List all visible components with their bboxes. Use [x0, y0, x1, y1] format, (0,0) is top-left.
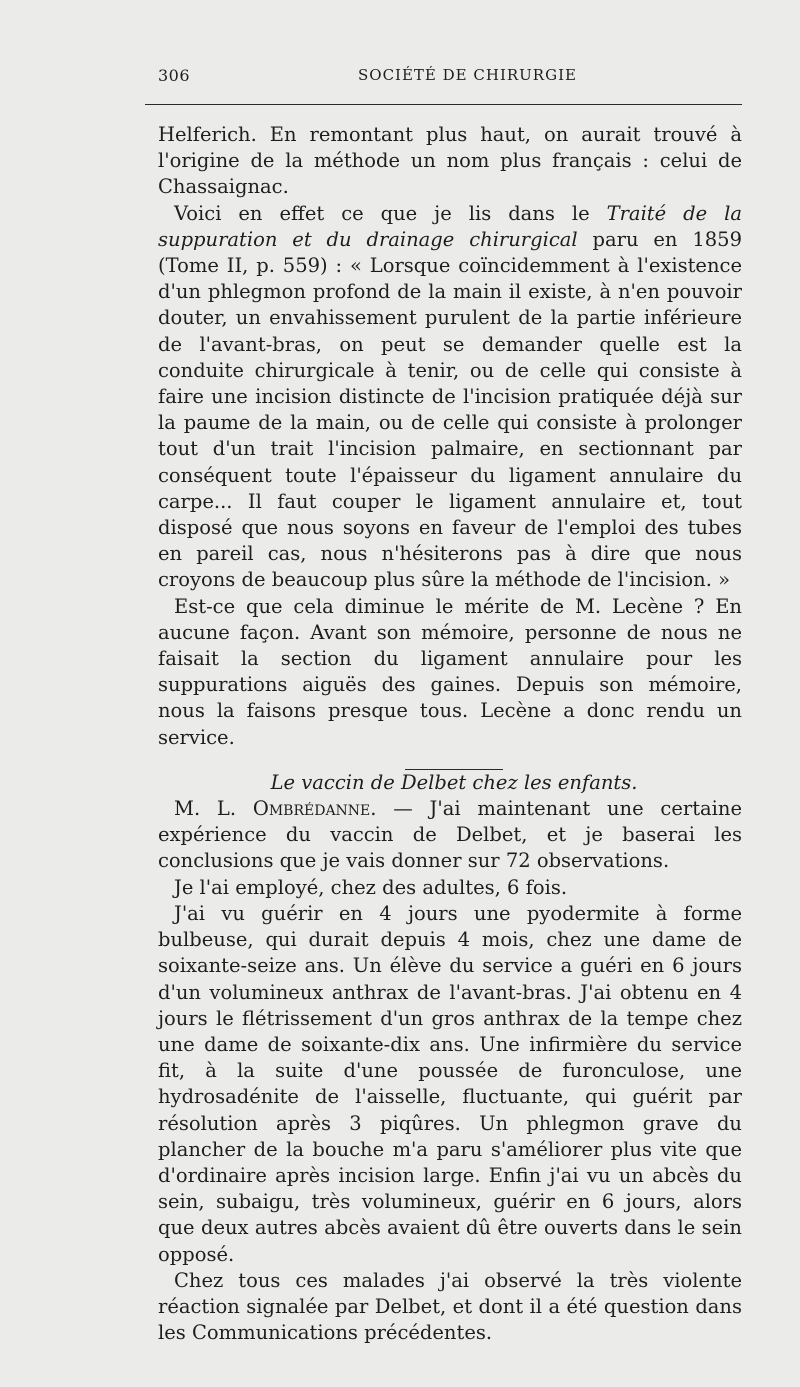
- paragraph-2-rest: paru en 1859 (Tome II, p. 559) : « Lorsque coïncidemment à l'existence d'un phlegmon profond de la main il existe, à n'en pouvoir douter, un envahissement purulent de la partie inférieure de l'avant-bras, on peut se demander quelle est la conduite chirurgicale à tenir, ou de celle qui consiste à faire une incision distincte de l'incision pratiquée déjà sur la paume de la main, ou de celle qui consiste à prolonger tout d'un trait l'incision palmaire, en sectionnant par conséquent toute l'épaisseur du ligament annulaire du carpe... Il faut couper le ligament annulaire et, tout disposé que nous soyons en faveur de l'emploi des tubes en pareil cas, nous n'hésiterons pas à dire que nous croyons de beaucoup plus sûre la méthode de l'incision. »: [158, 227, 742, 592]
- section-paragraph-4: Chez tous ces malades j'ai observé la très violente réaction signalée par Delbet, et dont il a été question dans les Communications précédentes.: [158, 1268, 742, 1345]
- book-title: Traité de la suppuration et du drainage chirurgical: [158, 201, 743, 251]
- paragraph-1: Helferich. En remontant plus haut, on aurait trouvé à l'origine de la méthode un nom plus français : celui de Chassaignac.: [158, 123, 742, 199]
- page-number: 306: [158, 66, 191, 85]
- running-title: SOCIÉTÉ DE CHIRURGIE: [358, 66, 577, 84]
- paragraph-2-intro: Voici en effet ce que je lis dans le: [174, 201, 590, 225]
- section-paragraph-2: Je l'ai employé, chez des adultes, 6 fois.: [174, 875, 568, 899]
- paragraph-2: [158, 201, 742, 594]
- speaker-name: M. L. Ombrédanne.: [174, 797, 377, 821]
- header-rule: [145, 104, 742, 105]
- body-text: [158, 122, 742, 1346]
- section-paragraph-1: [158, 796, 742, 875]
- section-title: Le vaccin de Delbet chez les enfants.: [270, 770, 638, 794]
- paragraph-3: Est-ce que cela diminue le mérite de M. Lecène ? En aucune façon. Avant son mémoire, personne de nous ne faisait la section du ligament annulaire pour les suppurations aiguës des gaines. Depuis son mémoire, nous la faisons presque tous. Lecène a donc rendu un service.: [158, 594, 742, 749]
- section-paragraph-1-text: — J'ai maintenant une certaine expérience du vaccin de Delbet, et je baserai les conclusions que je vais donner sur 72 observations.: [158, 797, 742, 873]
- section-paragraph-3: J'ai vu guérir en 4 jours une pyodermite à forme bulbeuse, qui durait depuis 4 mois, chez une dame de soixante-seize ans. Un élève du service a guéri en 6 jours d'un volumineux anthrax de l'avant-bras. J'ai obtenu en 4 jours le flétrissement d'un gros anthrax de la tempe chez une dame de soixante-dix ans. Une infirmière du service fit, à la suite d'une poussée de furonculose, une hydrosadénite de l'aisselle, fluctuante, qui guérit par résolution après 3 piqûres. Un phlegmon grave du plancher de la bouche m'a paru s'améliorer plus vite que d'ordinaire après incision large. Enfin j'ai vu un abcès du sein, subaigu, très volumineux, guérir en 6 jours, alors que deux autres abcès avaient dû être ouverts dans le sein opposé.: [158, 901, 742, 1266]
- page-header: [158, 62, 740, 92]
